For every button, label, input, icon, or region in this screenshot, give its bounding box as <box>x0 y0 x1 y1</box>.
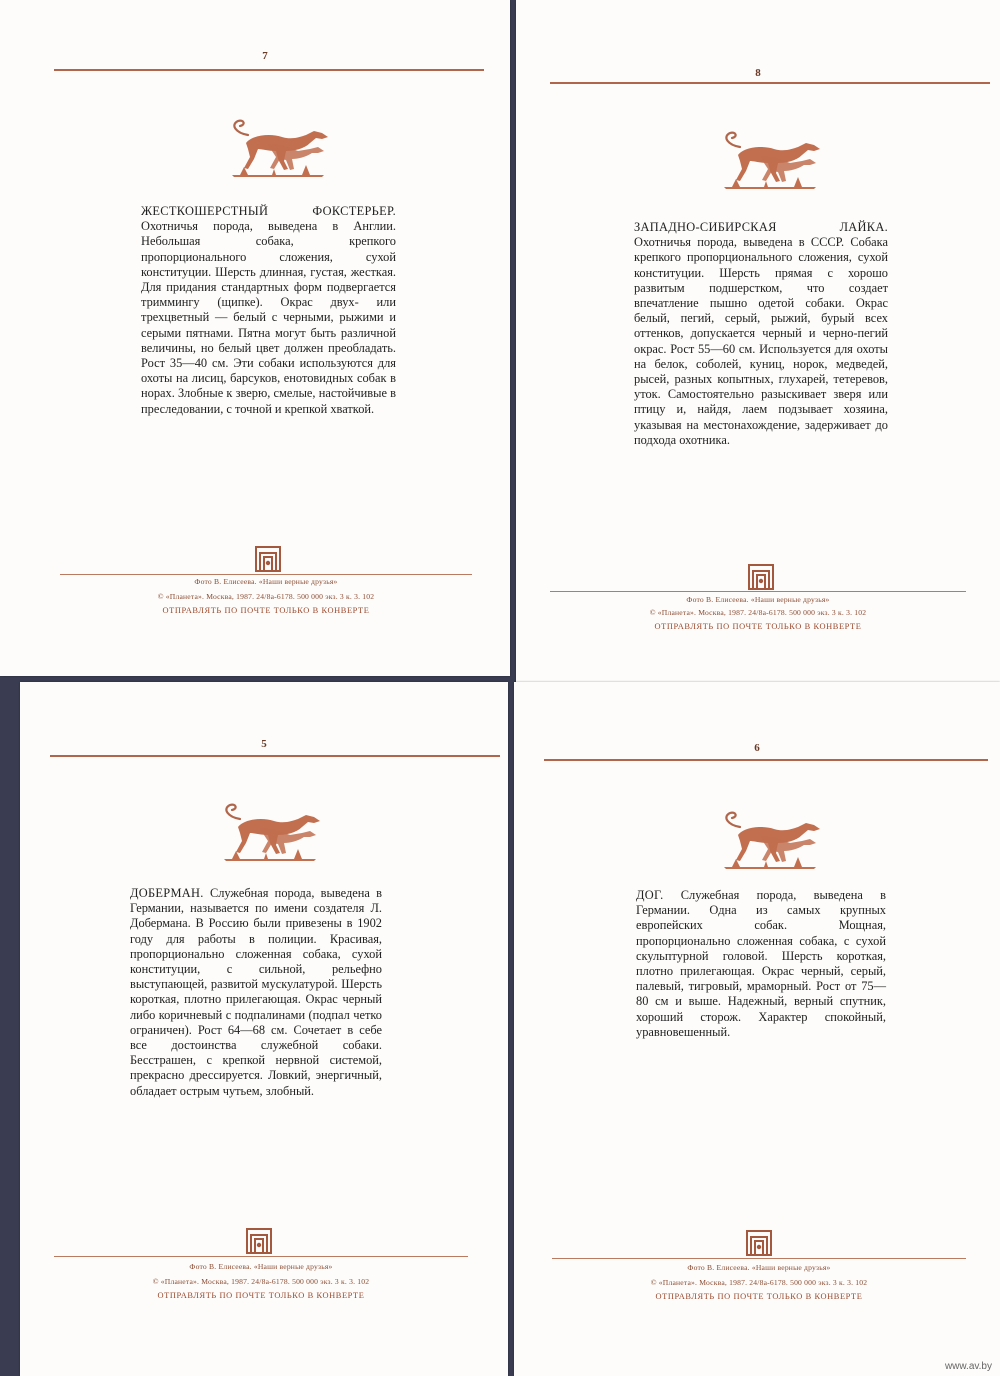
greyhound-emblem-icon <box>710 122 830 198</box>
postcard-6 <box>514 682 1000 1376</box>
mail-notice: ОТПРАВЛЯТЬ ПО ПОЧТЕ ТОЛЬКО В КОНВЕРТЕ <box>654 622 862 631</box>
publisher-line: © «Планета». Москва, 1987. 24/8а-6178. 500 000 экз. 3 к. 3. 102 <box>152 1277 370 1286</box>
publisher-line: © «Планета». Москва, 1987. 24/8а-6178. 500 000 экз. 3 к. 3. 102 <box>650 1278 868 1287</box>
publisher-line: © «Планета». Москва, 1987. 24/8а-6178. 500 000 экз. 3 к. 3. 102 <box>649 608 867 617</box>
greyhound-emblem-icon <box>218 110 338 186</box>
breed-text: Служебная порода, выведена в Германии, называется по имени создателя Л. Добермана. В Россию были привезены в 1902 году для работы в полиции. Красивая, пропорционально сложенная собака, сухой конституции, с сильной, рельефно выступающей, развитой мускулатурой. Шерсть короткая, плотно прилегающая. Окрас черный либо коричневый с подпалинами (подпал четко ограничен). Рост 64—68 см. Сочетает в себе все достоинства служебной собаки. Бесстрашен, с крепкой нервной системой, прекрасно дрессируется. Ловкий, энергичный, обладает острым чутьем, злобный. <box>130 886 382 1098</box>
planeta-logo-icon <box>746 1230 772 1256</box>
header-rule <box>544 759 988 761</box>
breed-description <box>636 888 886 1040</box>
header-rule <box>50 755 500 757</box>
breed-title: ЗАПАДНО-СИБИРСКАЯ ЛАЙКА. <box>634 220 888 234</box>
greyhound-emblem-icon <box>210 794 330 870</box>
photo-credit: Фото В. Елисеева. «Наши верные друзья» <box>189 1262 333 1271</box>
footer-rule <box>54 1256 468 1257</box>
footer-rule <box>550 591 966 592</box>
planeta-logo-icon <box>246 1228 272 1254</box>
postcard-8 <box>516 0 1000 684</box>
footer-rule <box>552 1258 966 1259</box>
card-number: 6 <box>754 742 760 754</box>
greyhound-emblem-icon <box>710 802 830 878</box>
breed-text: Служебная порода, выведена в Германии. Одна из самых крупных европейских собак. Мощная, пропорционально сложенная собака, с сухой скульптурной головой. Шерсть короткая, плотно прилегающая. Окрас черный, серый, палевый, тигровый, мраморный. Рост от 75—80 см и выше. Надежный, верный спутник, хороший сторож. Характер спокойный, уравновешенный. <box>636 888 886 1039</box>
mail-notice: ОТПРАВЛЯТЬ ПО ПОЧТЕ ТОЛЬКО В КОНВЕРТЕ <box>157 1291 365 1300</box>
breed-title: ДОБЕРМАН. <box>130 886 204 900</box>
card-number: 7 <box>262 50 268 62</box>
footer-rule <box>60 574 472 575</box>
photo-credit: Фото В. Елисеева. «Наши верные друзья» <box>686 595 830 604</box>
breed-title: ЖЕСТКОШЕРСТНЫЙ ФОКСТЕРЬЕР. <box>141 204 396 218</box>
card-number: 8 <box>755 67 761 79</box>
photo-credit: Фото В. Елисеева. «Наши верные друзья» <box>687 1263 831 1272</box>
header-rule <box>54 69 484 71</box>
planeta-logo-icon <box>748 564 774 590</box>
mail-notice: ОТПРАВЛЯТЬ ПО ПОЧТЕ ТОЛЬКО В КОНВЕРТЕ <box>162 606 370 615</box>
planeta-logo-icon <box>255 546 281 572</box>
breed-description <box>141 204 396 417</box>
mail-notice: ОТПРАВЛЯТЬ ПО ПОЧТЕ ТОЛЬКО В КОНВЕРТЕ <box>655 1292 863 1301</box>
postcard-5 <box>20 682 508 1376</box>
card-number: 5 <box>261 738 267 750</box>
breed-text: Охотничья порода, выведена в Англии. Небольшая собака, крепкого пропорционального сложения, сухой конституции. Шерсть длинная, густая, жесткая. Для придания стандартных форм подвергается триммингу (щипке). Окрас двух- или трехцветный — белый с черными, рыжими и серыми пятнами. Пятна могут быть различной величины, но белый цвет должен преобладать. Рост 35—40 см. Эти собаки используются для охоты на лисиц, барсуков, енотовидных собак в норах. Злобные к зверю, смелые, настойчивые в преследовании, с точной и крепкой хваткой. <box>141 219 396 416</box>
header-rule <box>550 82 990 84</box>
breed-title: ДОГ. <box>636 888 664 902</box>
watermark: www.av.by <box>944 1361 992 1372</box>
postcard-7 <box>0 0 510 676</box>
breed-description <box>634 220 888 448</box>
breed-text: Охотничья порода, выведена в СССР. Собака крепкого пропорционального сложения, сухой конституции. Шерсть прямая с хорошо развитым подшерстком, что создает впечатление пышно одетой собаки. Окрас белый, пегий, серый, рыжий, бурый всех оттенков, допускается черный и черно-пегий окрас. Рост 55—60 см. Используется для охоты на белок, соболей, куниц, норок, медведей, рысей, разных копытных, глухарей, тетеревов, уток. Самостоятельно разыскивает зверя или птицу и, найдя, лаем подзывает хозяина, указывая на местонахождение, задерживает до подхода охотника. <box>634 235 888 447</box>
publisher-line: © «Планета». Москва, 1987. 24/8а-6178. 500 000 экз. 3 к. 3. 102 <box>157 592 375 601</box>
photo-credit: Фото В. Елисеева. «Наши верные друзья» <box>194 577 338 586</box>
breed-description <box>130 886 382 1099</box>
